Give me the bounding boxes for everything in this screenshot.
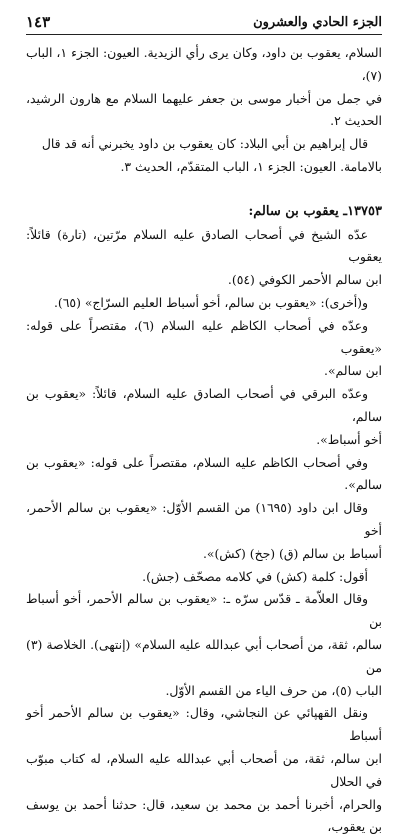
text-line: قال إبراهيم بن أبي البلاد: كان يعقوب بن داود يخبرني أنه قد قال	[26, 133, 382, 156]
page-body	[26, 42, 382, 839]
text-line: أخو أسباط».	[26, 429, 382, 452]
text-line: وفي أصحاب الكاظم عليه السلام، مقتصراً على قوله: «يعقوب بن سالم».	[26, 452, 382, 498]
text-line: وقال ابن داود (١٦٩٥) من القسم الأوّل: «يعقوب بن سالم الأحمر، أخو	[26, 497, 382, 543]
running-header	[26, 8, 382, 35]
text-line: أسباط بن سالم (ق) (جخ) (كش)».	[26, 543, 382, 566]
text-line: و(أخرى): «يعقوب بن سالم، أخو أسباط العليم السرّاج» (٦٥).	[26, 292, 382, 315]
text-line: في جمل من أخبار موسى بن جعفر عليهما السلام مع هارون الرشيد، الحديث ٢.	[26, 88, 382, 134]
text-line: ابن سالم».	[26, 360, 382, 383]
text-line: وعدّه في أصحاب الكاظم عليه السلام (٦)، مقتصراً على قوله: «يعقوب	[26, 315, 382, 361]
volume-title: الجزء الحادي والعشرون	[253, 15, 382, 34]
text-line: السلام، يعقوب بن داود، وكان يرى رأي الزيدية. العيون: الجزء ١، الباب (٧)،	[26, 42, 382, 88]
text-line: الباب (٥)، من حرف الياء من القسم الأوّل.	[26, 680, 382, 703]
text-line: بالامامة. العيون: الجزء ١، الباب المتقدّم، الحديث ٣.	[26, 156, 382, 179]
text-line: ابن سالم الأحمر الكوفي (٥٤).	[26, 269, 382, 292]
section-gap	[26, 179, 382, 201]
comment-line: أقول: كلمة (كش) في كلامه مصحّف (جش).	[26, 566, 382, 589]
text-line: ونقل القهپائي عن النجاشي، وقال: «يعقوب بن سالم الأحمر أخو أسباط	[26, 702, 382, 748]
text-line: وعدّه البرقي في أصحاب الصادق عليه السلام، قائلاً: «يعقوب بن سالم،	[26, 383, 382, 429]
page-number: ١٤٣	[26, 13, 50, 34]
text-line: والحرام، أخبرنا أحمد بن محمد بن سعيد، قال: حدثنا أحمد بن يوسف بن يعقوب،	[26, 794, 382, 839]
entry-heading: ١٣٧٥٣ـ يعقوب بن سالم:	[26, 201, 382, 224]
text-line: وقال العلاّمة ـ قدّس سرّه ـ: «يعقوب بن سالم الأحمر، أخو أسباط بن	[26, 588, 382, 634]
text-line: ابن سالم، ثقة، من أصحاب أبي عبدالله عليه السلام، له كتاب مبوّب في الحلال	[26, 748, 382, 794]
text-line: سالم، ثقة، من أصحاب أبي عبدالله عليه السلام» (إنتهى). الخلاصة (٣) من	[26, 634, 382, 680]
text-line: عدّه الشيخ في أصحاب الصادق عليه السلام مرّتين، (تارة) قائلاً: يعقوب	[26, 224, 382, 270]
